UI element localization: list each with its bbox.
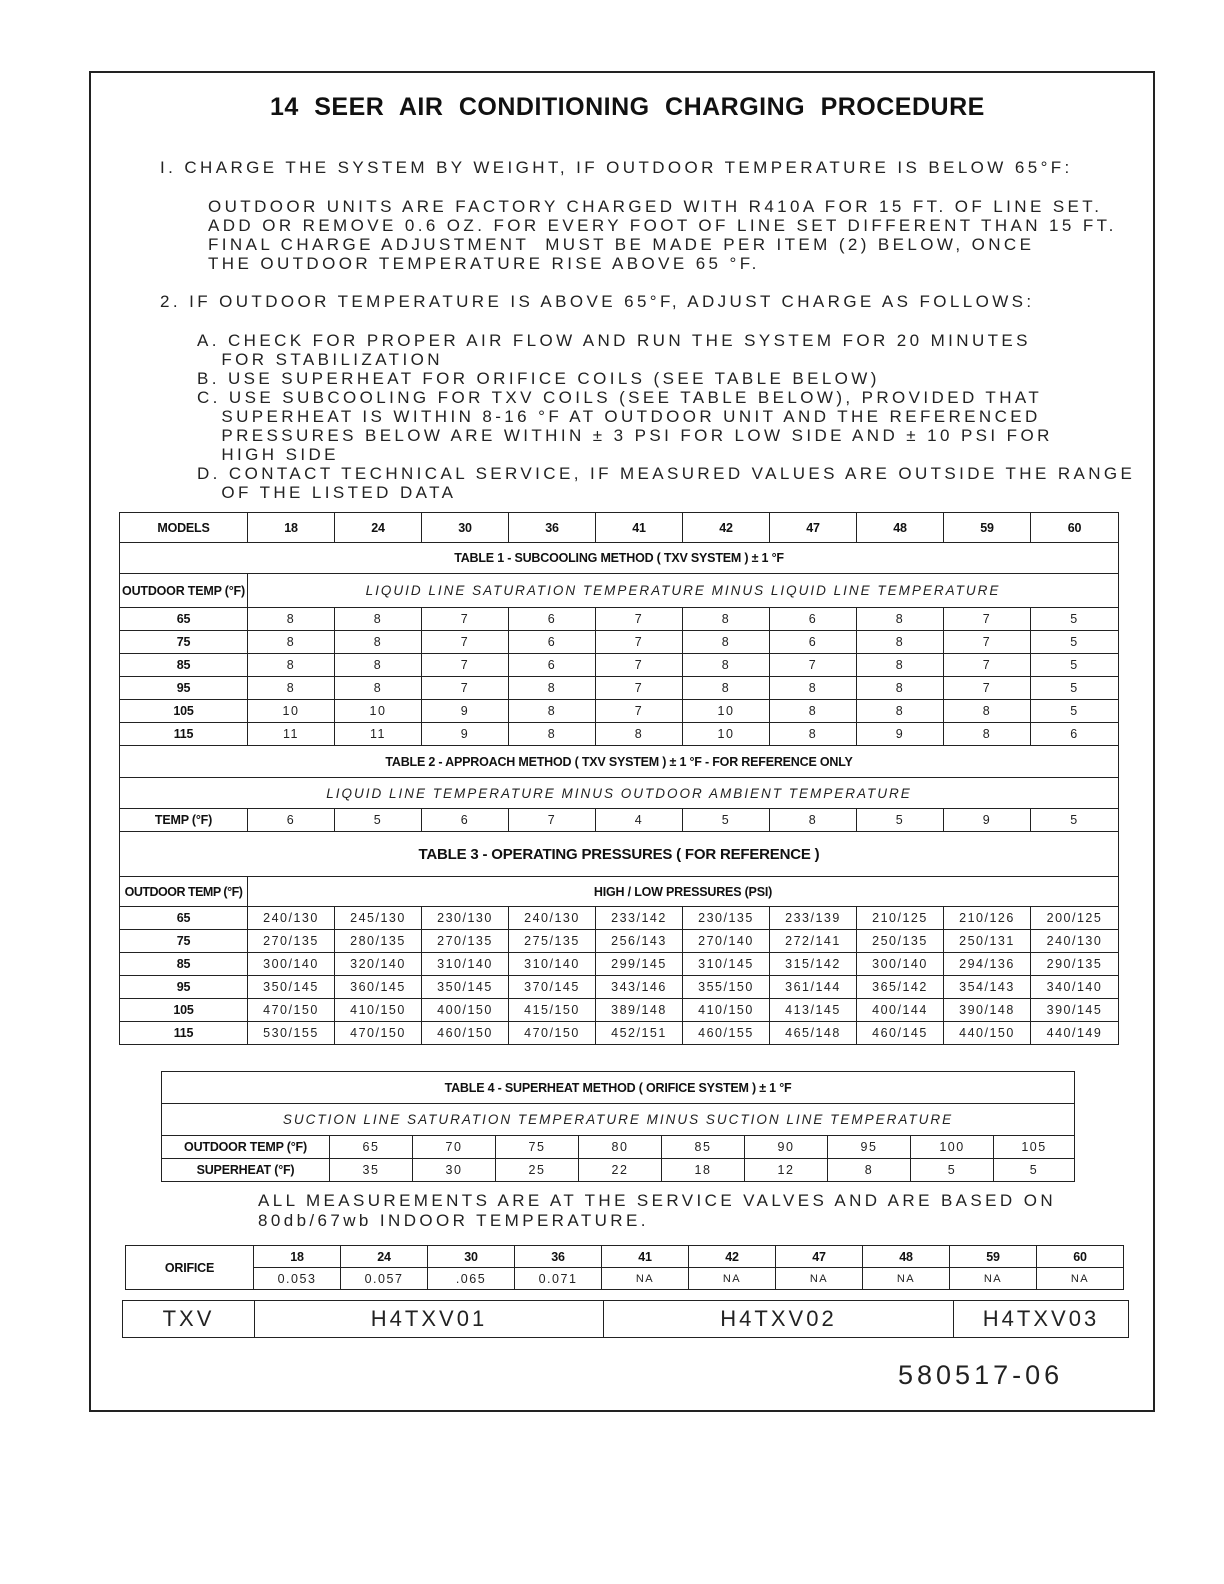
value-cell: 390/145 [1031, 999, 1119, 1022]
value-cell: 9 [422, 700, 509, 723]
model-header: 30 [428, 1246, 515, 1268]
value-cell: 354/143 [944, 976, 1031, 999]
temp-cell: 75 [120, 631, 248, 654]
step-2-line: OF THE LISTED DATA [197, 483, 457, 502]
table-row [120, 1022, 1119, 1045]
temp-cell: 85 [120, 953, 248, 976]
value-cell: NA [950, 1268, 1037, 1290]
value-cell: 465/148 [770, 1022, 857, 1045]
value-cell: 8 [857, 608, 944, 631]
value-cell: 75 [496, 1136, 579, 1159]
table-row [120, 809, 1119, 832]
value-cell: 7 [422, 608, 509, 631]
table-row [123, 1301, 1129, 1338]
value-cell: 9 [857, 723, 944, 746]
value-cell: 7 [944, 654, 1031, 677]
value-cell: 5 [335, 809, 422, 832]
value-cell: NA [689, 1268, 776, 1290]
value-cell: 5 [1031, 654, 1119, 677]
value-cell: 8 [248, 608, 335, 631]
models-header-row [120, 513, 1119, 543]
step-2-line: HIGH SIDE [197, 445, 339, 464]
table-row [162, 1136, 1075, 1159]
value-cell: 10 [248, 700, 335, 723]
value-cell: NA [863, 1268, 950, 1290]
value-cell: 250/131 [944, 930, 1031, 953]
models-label: MODELS [120, 513, 248, 543]
value-cell: 5 [1031, 700, 1119, 723]
table-row [120, 700, 1119, 723]
value-cell: 415/150 [509, 999, 596, 1022]
value-cell: 400/144 [857, 999, 944, 1022]
value-cell: 270/135 [422, 930, 509, 953]
table-row [162, 1159, 1075, 1182]
value-cell: 5 [857, 809, 944, 832]
value-cell: 350/145 [422, 976, 509, 999]
value-cell: 8 [683, 631, 770, 654]
value-cell: 8 [248, 677, 335, 700]
step-2-line: A. CHECK FOR PROPER AIR FLOW AND RUN THE SYSTEM FOR 20 MINUTES [197, 331, 1031, 350]
value-cell: 0.053 [254, 1268, 341, 1290]
value-cell: 460/145 [857, 1022, 944, 1045]
charging-tables [119, 512, 1119, 1045]
value-cell: 340/140 [1031, 976, 1119, 999]
value-cell: 10 [683, 700, 770, 723]
temp-cell: 95 [120, 677, 248, 700]
value-cell: 7 [596, 631, 683, 654]
table-3-row-label: OUTDOOR TEMP (°F) [120, 877, 248, 907]
model-header: 36 [509, 513, 596, 543]
value-cell: 7 [944, 677, 1031, 700]
value-cell: 0.057 [341, 1268, 428, 1290]
value-cell: 8 [248, 631, 335, 654]
value-cell: 8 [596, 723, 683, 746]
value-cell: 240/130 [248, 907, 335, 930]
step-2-line: SUPERHEAT IS WITHIN 8-16 °F AT OUTDOOR UNIT AND THE REFERENCED [197, 407, 1041, 426]
value-cell: 6 [509, 631, 596, 654]
model-header: 36 [515, 1246, 602, 1268]
value-cell: 6 [770, 631, 857, 654]
value-cell: 7 [596, 654, 683, 677]
value-cell: 7 [944, 631, 1031, 654]
value-cell: 8 [857, 700, 944, 723]
value-cell: 300/140 [857, 953, 944, 976]
txv-group: H4TXV03 [954, 1301, 1129, 1338]
temp-cell: 105 [120, 700, 248, 723]
measurement-note: ALL MEASUREMENTS ARE AT THE SERVICE VALVES AND ARE BASED ON [258, 1191, 1056, 1210]
txv-label: TXV [123, 1301, 255, 1338]
value-cell: 6 [248, 809, 335, 832]
table-row [120, 907, 1119, 930]
value-cell: 460/150 [422, 1022, 509, 1045]
document-number: 580517-06 [898, 1360, 1064, 1390]
value-cell: 6 [770, 608, 857, 631]
temp-cell: 85 [120, 654, 248, 677]
model-header: 41 [596, 513, 683, 543]
value-cell: 8 [857, 631, 944, 654]
value-cell: 5 [911, 1159, 994, 1182]
value-cell: 410/150 [335, 999, 422, 1022]
step-2-line: FOR STABILIZATION [197, 350, 443, 369]
value-cell: 9 [944, 809, 1031, 832]
value-cell: 300/140 [248, 953, 335, 976]
value-cell: 8 [770, 723, 857, 746]
value-cell: 5 [1031, 677, 1119, 700]
value-cell: 8 [509, 700, 596, 723]
table-row [120, 953, 1119, 976]
value-cell: 315/142 [770, 953, 857, 976]
txv-group: H4TXV01 [255, 1301, 604, 1338]
value-cell: 10 [683, 723, 770, 746]
value-cell: 470/150 [335, 1022, 422, 1045]
value-cell: 8 [248, 654, 335, 677]
value-cell: 8 [828, 1159, 911, 1182]
value-cell: 7 [770, 654, 857, 677]
value-cell: 240/130 [1031, 930, 1119, 953]
value-cell: 530/155 [248, 1022, 335, 1045]
table-row [120, 930, 1119, 953]
value-cell: 65 [330, 1136, 413, 1159]
value-cell: 6 [509, 654, 596, 677]
value-cell: 11 [335, 723, 422, 746]
model-header: 30 [422, 513, 509, 543]
table-row [120, 976, 1119, 999]
value-cell: 7 [422, 631, 509, 654]
value-cell: 200/125 [1031, 907, 1119, 930]
value-cell: 12 [745, 1159, 828, 1182]
model-header: 60 [1037, 1246, 1124, 1268]
value-cell: 8 [509, 723, 596, 746]
value-cell: 80 [579, 1136, 662, 1159]
value-cell: 8 [335, 608, 422, 631]
value-cell: 343/146 [596, 976, 683, 999]
value-cell: 270/140 [683, 930, 770, 953]
model-header: 59 [950, 1246, 1037, 1268]
value-cell: 100 [911, 1136, 994, 1159]
table-1-row-label: OUTDOOR TEMP (°F) [120, 574, 248, 608]
value-cell: 7 [422, 677, 509, 700]
value-cell: 440/150 [944, 1022, 1031, 1045]
temp-cell: 65 [120, 608, 248, 631]
temp-cell: 105 [120, 999, 248, 1022]
value-cell: 361/144 [770, 976, 857, 999]
value-cell: 5 [1031, 608, 1119, 631]
table-row [120, 723, 1119, 746]
value-cell: 230/130 [422, 907, 509, 930]
value-cell: 350/145 [248, 976, 335, 999]
value-cell: 256/143 [596, 930, 683, 953]
value-cell: 30 [413, 1159, 496, 1182]
value-cell: NA [602, 1268, 689, 1290]
value-cell: 290/135 [1031, 953, 1119, 976]
model-header: 41 [602, 1246, 689, 1268]
model-header: 60 [1031, 513, 1119, 543]
table-3-title: TABLE 3 - OPERATING PRESSURES ( FOR REFERENCE ) [120, 832, 1119, 877]
value-cell: 8 [683, 654, 770, 677]
value-cell: 85 [662, 1136, 745, 1159]
step-1-line: FINAL CHARGE ADJUSTMENT MUST BE MADE PER ITEM (2) BELOW, ONCE [208, 235, 1035, 254]
model-header: 48 [857, 513, 944, 543]
model-header: 59 [944, 513, 1031, 543]
value-cell: 7 [596, 677, 683, 700]
value-cell: 410/150 [683, 999, 770, 1022]
value-cell: 294/136 [944, 953, 1031, 976]
table-4-superheat [161, 1071, 1075, 1182]
value-cell: 310/140 [422, 953, 509, 976]
value-cell: 310/140 [509, 953, 596, 976]
value-cell: 0.071 [515, 1268, 602, 1290]
temp-cell: 65 [120, 907, 248, 930]
value-cell: 272/141 [770, 930, 857, 953]
model-header: 48 [863, 1246, 950, 1268]
value-cell: 8 [683, 677, 770, 700]
value-cell: 8 [944, 723, 1031, 746]
value-cell: 35 [330, 1159, 413, 1182]
step-1-line: ADD OR REMOVE 0.6 OZ. FOR EVERY FOOT OF LINE SET DIFFERENT THAN 15 FT. [208, 216, 1117, 235]
model-header: 24 [335, 513, 422, 543]
table-2-row-label: TEMP (°F) [120, 809, 248, 832]
value-cell: 9 [422, 723, 509, 746]
value-cell: 320/140 [335, 953, 422, 976]
value-cell: 22 [579, 1159, 662, 1182]
temp-cell: 115 [120, 723, 248, 746]
value-cell: 8 [857, 677, 944, 700]
table-row [120, 631, 1119, 654]
value-cell: 460/155 [683, 1022, 770, 1045]
value-cell: 440/149 [1031, 1022, 1119, 1045]
temp-cell: 75 [120, 930, 248, 953]
value-cell: 210/126 [944, 907, 1031, 930]
value-cell: 360/145 [335, 976, 422, 999]
value-cell: 413/145 [770, 999, 857, 1022]
value-cell: 210/125 [857, 907, 944, 930]
value-cell: 8 [335, 654, 422, 677]
table-2-description: LIQUID LINE TEMPERATURE MINUS OUTDOOR AMBIENT TEMPERATURE [120, 778, 1119, 809]
step-2-line: C. USE SUBCOOLING FOR TXV COILS (SEE TABLE BELOW), PROVIDED THAT [197, 388, 1043, 407]
table-1-title: TABLE 1 - SUBCOOLING METHOD ( TXV SYSTEM ) ± 1 °F [120, 543, 1119, 574]
value-cell: 7 [596, 608, 683, 631]
value-cell: 10 [335, 700, 422, 723]
step-2-line: D. CONTACT TECHNICAL SERVICE, IF MEASURED VALUES ARE OUTSIDE THE RANGE [197, 464, 1136, 483]
value-cell: 5 [994, 1159, 1075, 1182]
value-cell: 355/150 [683, 976, 770, 999]
value-cell: 6 [509, 608, 596, 631]
value-cell: NA [776, 1268, 863, 1290]
value-cell: 25 [496, 1159, 579, 1182]
value-cell: 7 [596, 700, 683, 723]
value-cell: NA [1037, 1268, 1124, 1290]
table-4-description: SUCTION LINE SATURATION TEMPERATURE MINUS SUCTION LINE TEMPERATURE [162, 1104, 1075, 1136]
orifice-table [125, 1245, 1124, 1290]
txv-group: H4TXV02 [604, 1301, 954, 1338]
value-cell: 245/130 [335, 907, 422, 930]
table-4-title: TABLE 4 - SUPERHEAT METHOD ( ORIFICE SYSTEM ) ± 1 °F [162, 1072, 1075, 1104]
value-cell: 8 [944, 700, 1031, 723]
model-header: 47 [770, 513, 857, 543]
value-cell: .065 [428, 1268, 515, 1290]
value-cell: 95 [828, 1136, 911, 1159]
value-cell: 250/135 [857, 930, 944, 953]
value-cell: 275/135 [509, 930, 596, 953]
value-cell: 389/148 [596, 999, 683, 1022]
table-2-title: TABLE 2 - APPROACH METHOD ( TXV SYSTEM ) ± 1 °F - FOR REFERENCE ONLY [120, 746, 1119, 778]
model-header: 18 [254, 1246, 341, 1268]
step-1-heading: I. CHARGE THE SYSTEM BY WEIGHT, IF OUTDOOR TEMPERATURE IS BELOW 65°F: [160, 158, 1073, 177]
value-cell: 270/135 [248, 930, 335, 953]
table-1-description: LIQUID LINE SATURATION TEMPERATURE MINUS LIQUID LINE TEMPERATURE [248, 574, 1119, 608]
value-cell: 452/151 [596, 1022, 683, 1045]
value-cell: 8 [770, 700, 857, 723]
value-cell: 6 [422, 809, 509, 832]
step-1-line: OUTDOOR UNITS ARE FACTORY CHARGED WITH R410A FOR 15 FT. OF LINE SET. [208, 197, 1103, 216]
value-cell: 8 [770, 809, 857, 832]
value-cell: 233/142 [596, 907, 683, 930]
txv-table [122, 1300, 1129, 1338]
value-cell: 4 [596, 809, 683, 832]
value-cell: 230/135 [683, 907, 770, 930]
table-4-temp-label: OUTDOOR TEMP (°F) [162, 1136, 330, 1159]
value-cell: 8 [683, 608, 770, 631]
step-2-line: B. USE SUPERHEAT FOR ORIFICE COILS (SEE TABLE BELOW) [197, 369, 880, 388]
table-4-superheat-label: SUPERHEAT (°F) [162, 1159, 330, 1182]
value-cell: 5 [683, 809, 770, 832]
temp-cell: 115 [120, 1022, 248, 1045]
value-cell: 105 [994, 1136, 1075, 1159]
value-cell: 7 [422, 654, 509, 677]
value-cell: 70 [413, 1136, 496, 1159]
value-cell: 90 [745, 1136, 828, 1159]
value-cell: 240/130 [509, 907, 596, 930]
value-cell: 8 [770, 677, 857, 700]
value-cell: 5 [1031, 631, 1119, 654]
value-cell: 8 [335, 677, 422, 700]
value-cell: 280/135 [335, 930, 422, 953]
table-row [120, 999, 1119, 1022]
value-cell: 7 [509, 809, 596, 832]
model-header: 47 [776, 1246, 863, 1268]
table-row [120, 677, 1119, 700]
step-1-line: THE OUTDOOR TEMPERATURE RISE ABOVE 65 °F. [208, 254, 760, 273]
table-row [126, 1268, 1124, 1290]
step-2-heading: 2. IF OUTDOOR TEMPERATURE IS ABOVE 65°F, ADJUST CHARGE AS FOLLOWS: [160, 292, 1035, 311]
measurement-note: 80db/67wb INDOOR TEMPERATURE. [258, 1211, 649, 1230]
model-header: 42 [683, 513, 770, 543]
value-cell: 7 [944, 608, 1031, 631]
model-header: 42 [689, 1246, 776, 1268]
value-cell: 365/142 [857, 976, 944, 999]
page-title: 14 SEER AIR CONDITIONING CHARGING PROCEDURE [270, 93, 985, 121]
value-cell: 11 [248, 723, 335, 746]
value-cell: 18 [662, 1159, 745, 1182]
value-cell: 310/145 [683, 953, 770, 976]
value-cell: 299/145 [596, 953, 683, 976]
table-row [120, 608, 1119, 631]
orifice-label: ORIFICE [126, 1246, 254, 1290]
temp-cell: 95 [120, 976, 248, 999]
value-cell: 370/145 [509, 976, 596, 999]
step-2-line: PRESSURES BELOW ARE WITHIN ± 3 PSI FOR LOW SIDE AND ± 10 PSI FOR [197, 426, 1053, 445]
value-cell: 8 [335, 631, 422, 654]
model-header: 24 [341, 1246, 428, 1268]
table-row [120, 654, 1119, 677]
value-cell: 233/139 [770, 907, 857, 930]
value-cell: 6 [1031, 723, 1119, 746]
value-cell: 8 [857, 654, 944, 677]
model-header: 18 [248, 513, 335, 543]
value-cell: 5 [1031, 809, 1119, 832]
value-cell: 390/148 [944, 999, 1031, 1022]
value-cell: 470/150 [509, 1022, 596, 1045]
value-cell: 8 [509, 677, 596, 700]
table-3-header: HIGH / LOW PRESSURES (PSI) [248, 877, 1119, 907]
value-cell: 400/150 [422, 999, 509, 1022]
value-cell: 470/150 [248, 999, 335, 1022]
